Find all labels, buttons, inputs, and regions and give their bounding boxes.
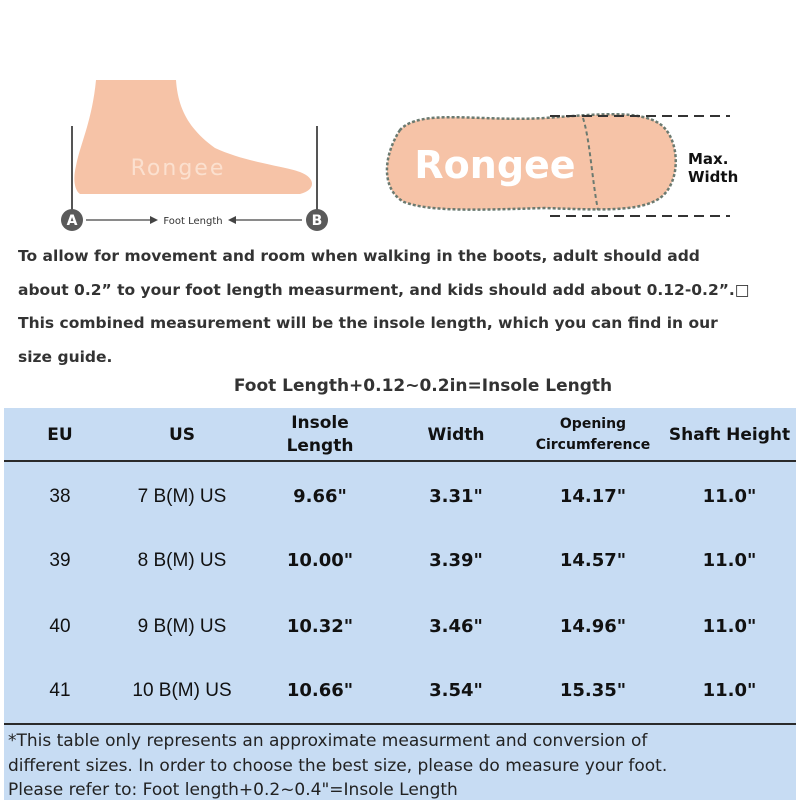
footnote-line: *This table only represents an approximate measurment and conversion of [8,731,648,751]
foot-length-label: Foot Length [163,216,223,227]
cell-eu: 40 [49,615,71,637]
header-insole-line: Insole [291,413,349,433]
formula-heading: Foot Length+0.12~0.2in=Insole Length [233,376,613,396]
size-table [4,408,796,800]
table-header [4,408,796,462]
header-width: Width [427,424,485,445]
cell-shaft: 11.0" [702,616,757,637]
header-eu: EU [47,424,73,445]
header-insole-line: Length [286,436,354,456]
cell-opening: 14.17" [559,486,627,507]
cell-shaft: 11.0" [702,486,757,507]
footnote-line: different sizes. In order to choose the best size, please do measure your foot. [8,755,668,776]
cell-us: 8 B(M) US [137,549,227,571]
table-row [4,464,796,529]
cell-opening: 14.57" [559,550,627,571]
cell-opening: 15.35" [559,680,627,701]
cell-us: 10 B(M) US [132,679,232,701]
table-row [4,658,796,723]
insole-brand-text: Rongee [414,143,576,187]
cell-shaft: 11.0" [702,550,757,571]
cell-eu: 39 [49,549,71,571]
header-insole-length [270,408,370,462]
table-footnote [4,723,796,800]
header-opening-circumference [525,408,661,462]
cell-insole: 9.66" [293,486,347,507]
cell-us: 9 B(M) US [137,615,227,637]
point-a-label: A [66,213,78,229]
cell-insole: 10.32" [286,616,354,637]
foot-brand-text: Rongee [130,156,226,181]
header-opening-line: Opening [559,416,627,432]
cell-insole: 10.66" [286,680,354,701]
cell-eu: 38 [49,485,71,507]
width-label: Width [688,168,739,186]
intro-line: about 0.2” to your foot length measurment, and kids should add about 0.12-0.2”.□ [18,280,750,299]
intro-line: size guide. [18,347,113,366]
table-row [4,594,796,659]
header-opening-line: Circumference [535,437,651,453]
cell-width: 3.31" [429,486,483,507]
point-b-label: B [311,213,323,229]
intro-line: This combined measurement will be the insole length, which you can find in our [18,314,718,332]
max-label: Max. [688,150,729,168]
cell-width: 3.46" [429,616,483,637]
intro-line: To allow for movement and room when walking in the boots, adult should add [18,247,700,265]
cell-opening: 14.96" [559,616,627,637]
table-row [4,528,796,593]
cell-width: 3.54" [429,680,483,701]
cell-eu: 41 [49,679,71,701]
cell-shaft: 11.0" [702,680,757,701]
foot-side-view [61,80,328,231]
cell-us: 7 B(M) US [137,485,227,507]
header-us: US [168,424,196,445]
footnote-line: Please refer to: Foot length+0.2~0.4"=Insole Length [8,780,458,800]
header-shaft-height: Shaft Height [668,424,791,445]
cell-width: 3.39" [429,550,483,571]
intro-paragraph [18,240,793,374]
insole-top-view [387,114,738,216]
cell-insole: 10.00" [286,550,354,571]
measurement-illustration [0,60,800,240]
